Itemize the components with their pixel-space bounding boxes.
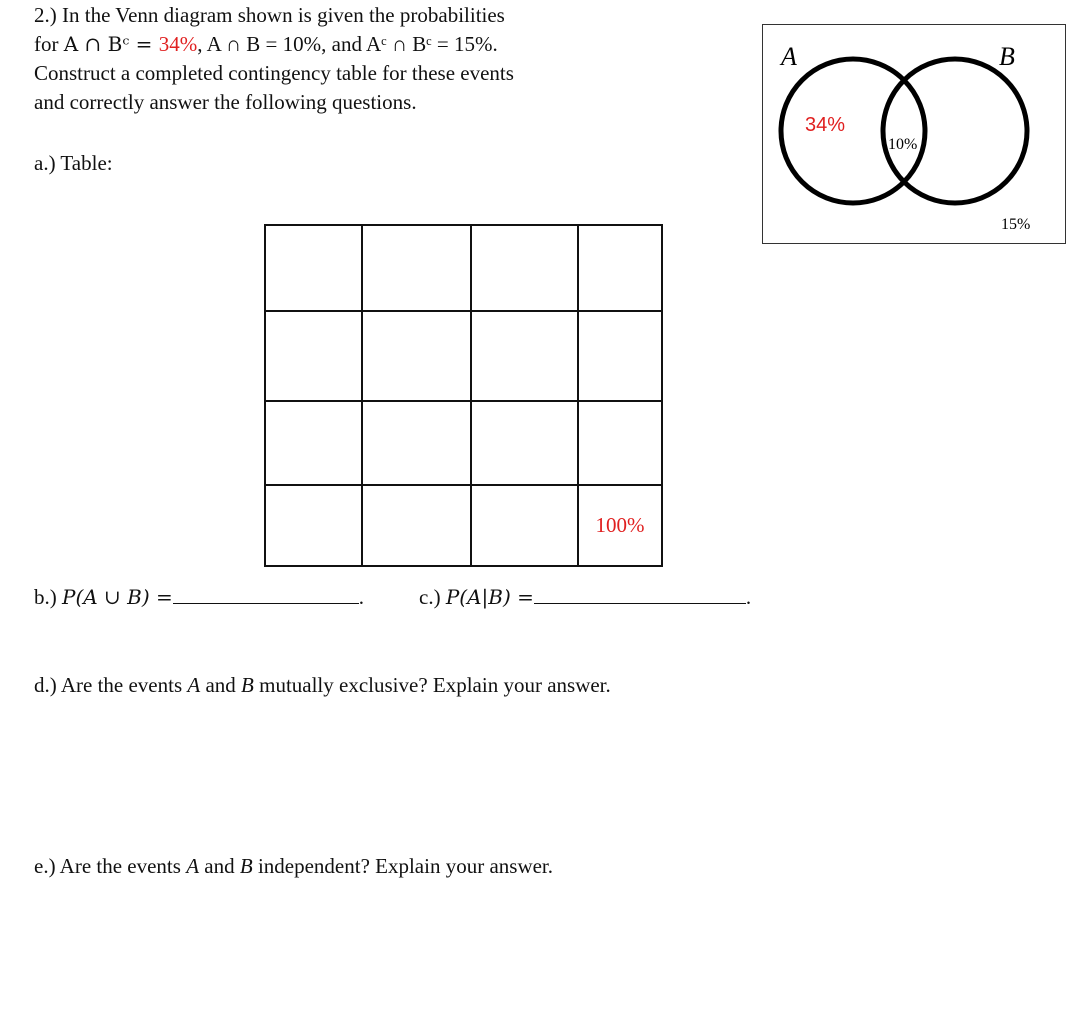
- table-row: [265, 485, 662, 566]
- contingency-table: [264, 224, 663, 567]
- table-cell[interactable]: [578, 401, 662, 485]
- part-a-label: a.) Table:: [34, 151, 113, 175]
- part-e-text-3: independent? Explain your answer.: [252, 854, 554, 878]
- part-d-text-1: d.) Are the events: [34, 673, 188, 697]
- part-e-text-2: and: [199, 854, 240, 878]
- part-d: [34, 671, 611, 700]
- part-b-expr: P(A ∪ B) =: [62, 585, 173, 609]
- table-cell[interactable]: [362, 311, 471, 401]
- table-cell[interactable]: [265, 225, 362, 311]
- part-b-answer-blank[interactable]: [173, 581, 359, 604]
- table-cell[interactable]: [578, 225, 662, 311]
- venn-value-both: 10%: [888, 136, 918, 153]
- problem-line-1: 2.) In the Venn diagram shown is given the probabilities: [34, 3, 505, 27]
- problem-line-4: and correctly answer the following questions.: [34, 90, 417, 114]
- table-cell[interactable]: [471, 401, 578, 485]
- a-not-b-value: 34%: [158, 32, 198, 56]
- problem-statement: [34, 1, 514, 117]
- table-cell[interactable]: [265, 311, 362, 401]
- a-not-b-expr: A ∩ Bᶜ =: [63, 32, 159, 56]
- table-cell[interactable]: [265, 485, 362, 566]
- problem-line-2-prefix: for: [34, 32, 64, 56]
- table-row: [265, 401, 662, 485]
- part-e-var-b: B: [239, 854, 253, 878]
- part-c: [419, 581, 751, 612]
- table-cell[interactable]: [362, 485, 471, 566]
- problem-line-3: Construct a completed contingency table for these events: [34, 61, 514, 85]
- venn-diagram: [762, 24, 1066, 244]
- a-and-b-expr: , A ∩ B = 10%, and: [197, 32, 367, 56]
- part-d-text-2: and: [200, 673, 242, 697]
- table-row: [265, 225, 662, 311]
- part-d-var-a: A: [187, 673, 201, 697]
- part-d-text-3: mutually exclusive? Explain your answer.: [253, 673, 611, 697]
- venn-value-neither: 15%: [1001, 216, 1031, 233]
- part-d-var-b: B: [241, 673, 254, 697]
- part-b-label: b.): [34, 585, 57, 609]
- table-cell[interactable]: [265, 401, 362, 485]
- part-c-label: c.): [419, 585, 441, 609]
- venn-label-b: B: [999, 42, 1015, 71]
- neither-expr: Aᶜ ∩ Bᶜ = 15%.: [366, 32, 498, 56]
- part-c-expr: P(A|B) =: [445, 585, 534, 609]
- part-b-period: .: [358, 585, 365, 609]
- table-cell[interactable]: [362, 225, 471, 311]
- table-cell[interactable]: [362, 401, 471, 485]
- part-c-period: .: [745, 585, 752, 609]
- venn-circle-b: [883, 59, 1027, 203]
- venn-value-a-only: 34%: [805, 114, 846, 136]
- part-e-var-a: A: [186, 854, 200, 878]
- part-e-text-1: e.) Are the events: [34, 854, 187, 878]
- table-cell[interactable]: [471, 311, 578, 401]
- venn-label-a: A: [781, 42, 797, 71]
- part-b: [34, 581, 364, 612]
- problem-line-2: [34, 30, 514, 59]
- table-row: [265, 311, 662, 401]
- table-cell[interactable]: [578, 311, 662, 401]
- table-cell[interactable]: [471, 225, 578, 311]
- part-e: [34, 852, 553, 881]
- table-cell[interactable]: [471, 485, 578, 566]
- table-grand-total: 100%: [578, 485, 662, 566]
- part-c-answer-blank[interactable]: [534, 581, 746, 604]
- venn-svg: [763, 25, 1067, 245]
